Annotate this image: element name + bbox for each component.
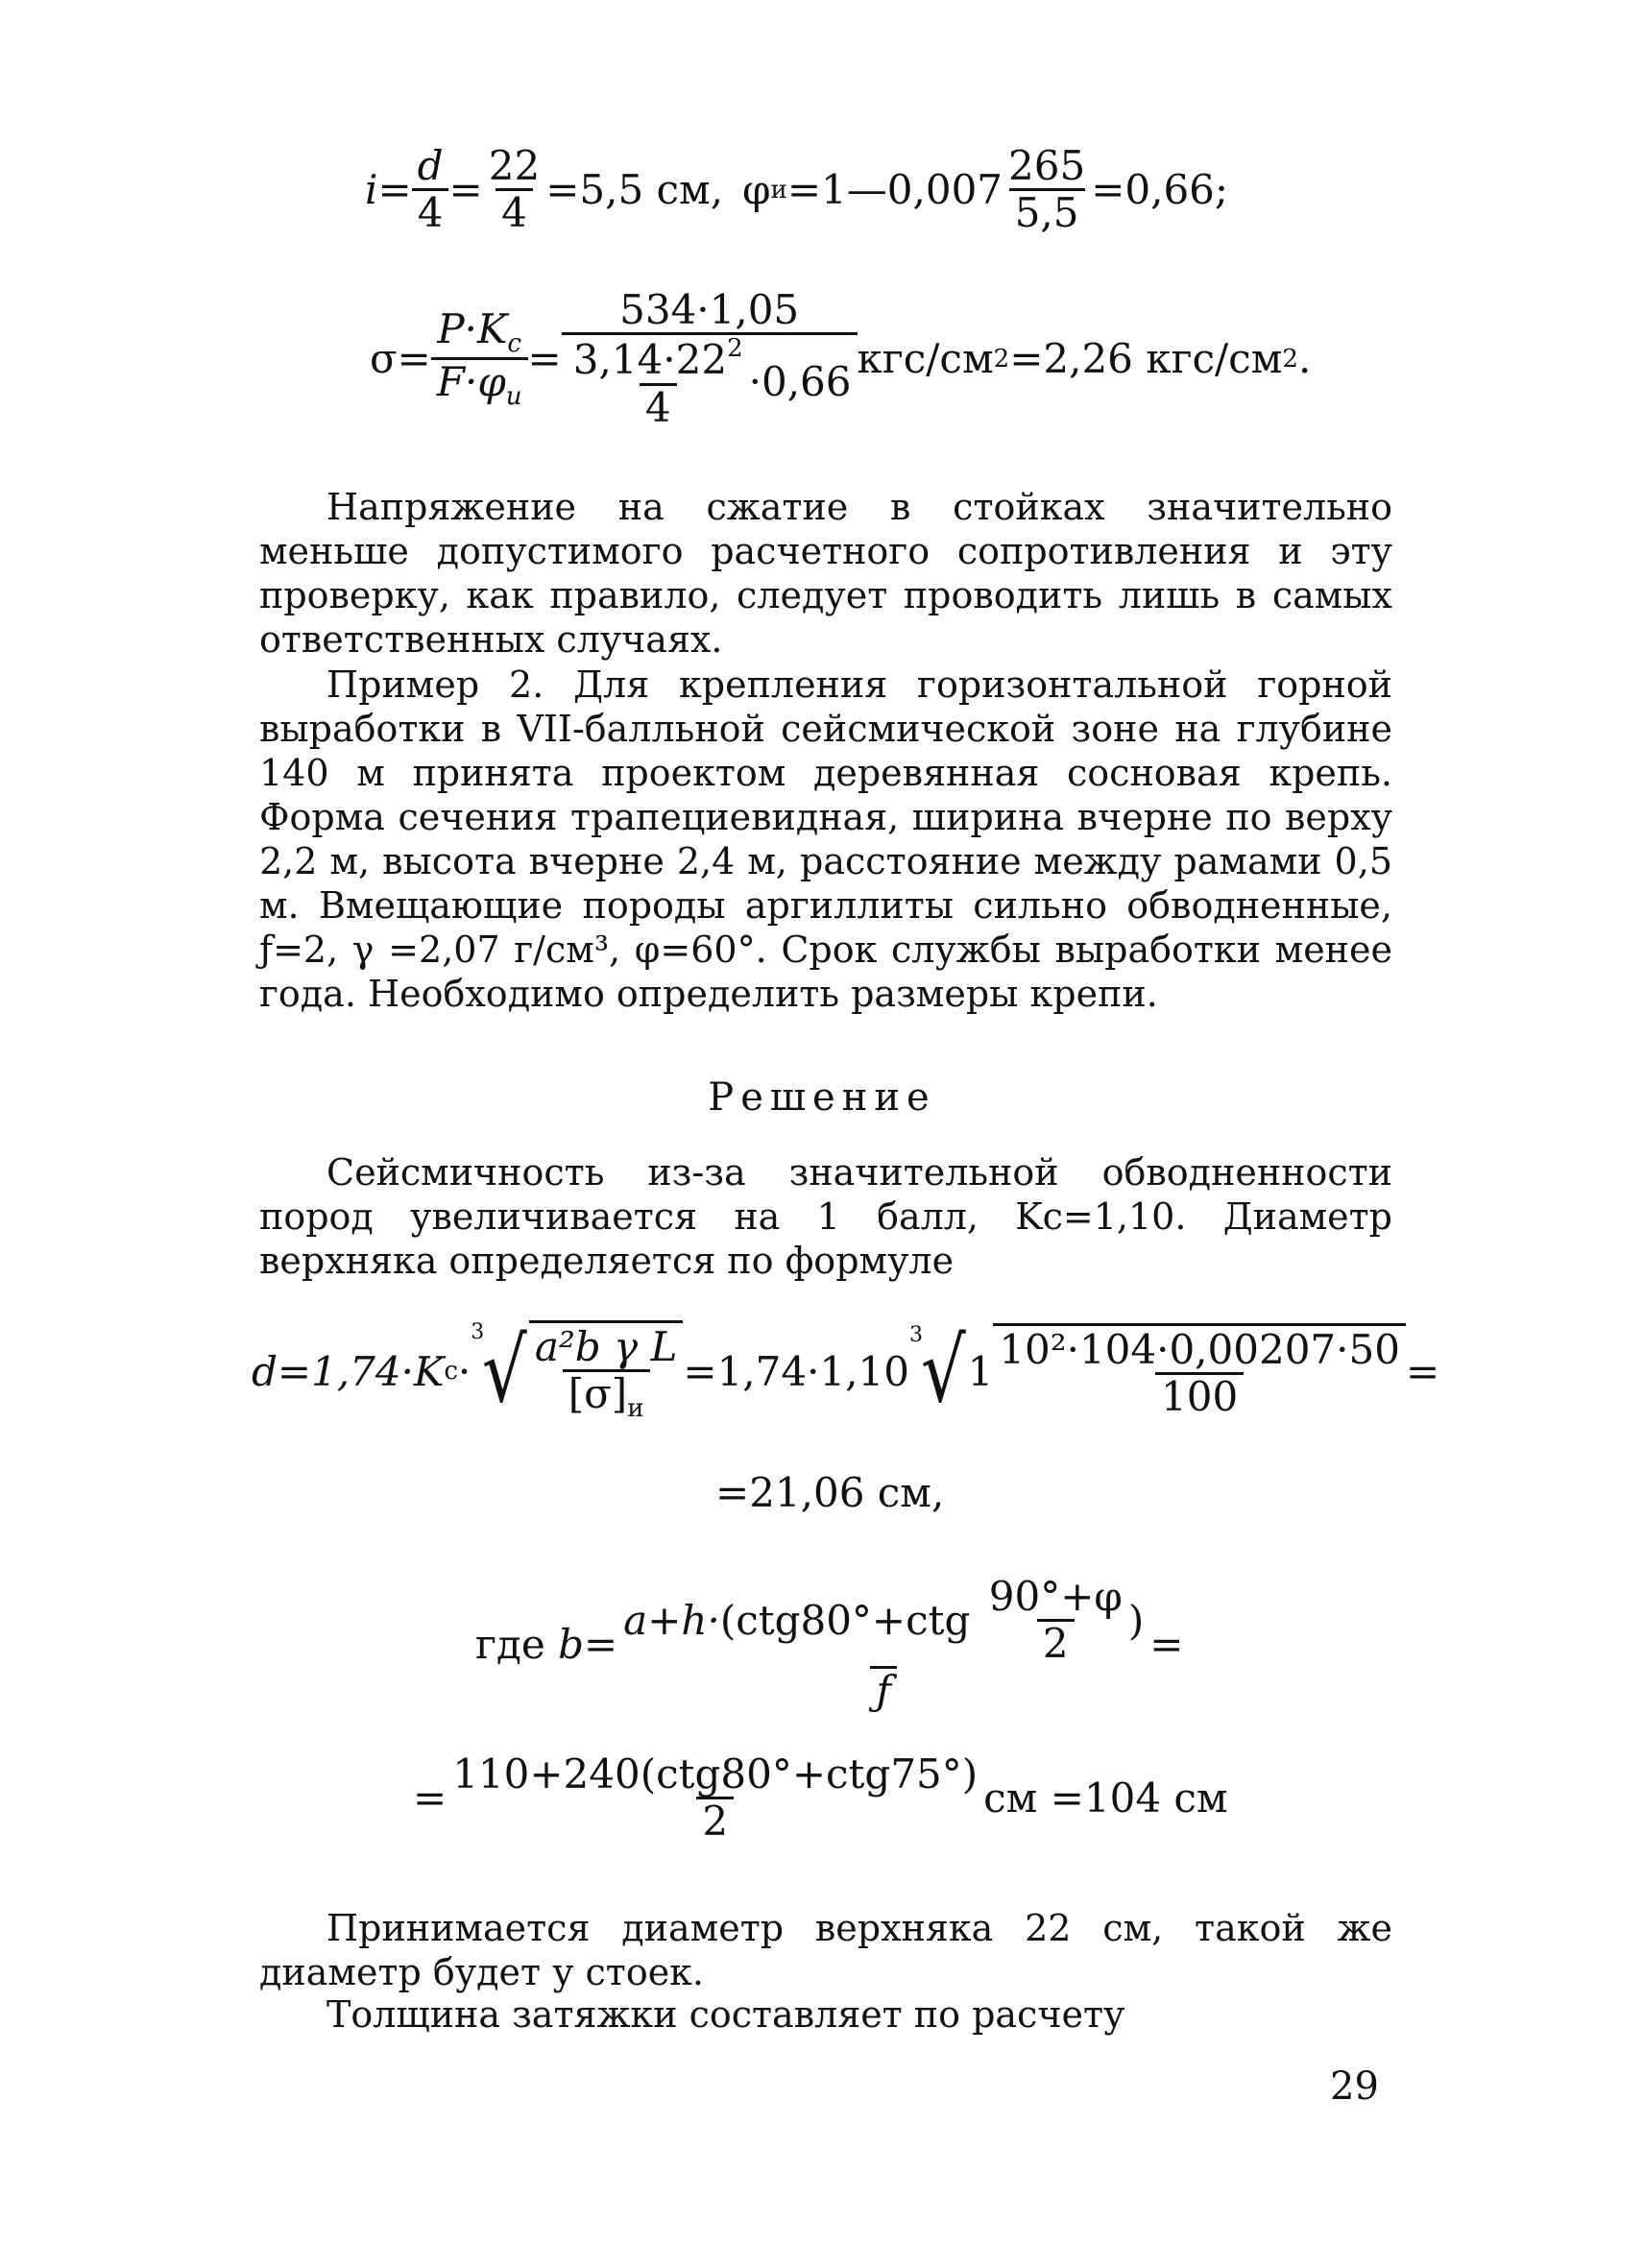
sigma-result: =2,26 кгс/см [1009, 335, 1283, 383]
fraction-b-values: 110+240(ctg80°+ctg75°) 2 [452, 1750, 979, 1846]
formula-d-result: =21,06 см, [715, 1469, 945, 1516]
fraction-sigma-values: 534·1,05 $3,14\cdot 22^2$ 4 ·0,66 [562, 288, 858, 430]
formula-b-result: = 110+240(ctg80°+ctg75°) 2 см =104 см [413, 1750, 1228, 1846]
formula-d: d=1,74·K c · 3 √ a²b γ L $[\sigma]_и$ =1,74·1,10 3 √ 1 $\frac{\text{10²·104·0,00207·50}}{100}$ = [252, 1319, 1440, 1424]
fraction-22-4: $\frac{22}{4}$ [488, 142, 541, 237]
paragraph-accepted-diameter: Принимается диаметр верхняка 22 см, такой же диаметр будет у стоек. [259, 1907, 1392, 1993]
paragraph-example-2: Пример 2. Для крепления горизонтальной горной выработки в VII-балльной сейсмической зоне на глубине 140 м принята проектом деревянная сосновая крепь. Форма сечения трапециевидная, ширина вчерне по верху 2,2 м, высота вчерне 2,4 м, расстояние между рамами 0,5 м. Вмещающие породы аргиллиты сильно обводненные, ƒ=2, γ =2,07 г/см³, φ=60°. Срок службы выработки менее года. Необходимо определить размеры крепи. [259, 664, 1392, 1015]
formula-i: i = d 4 = $\frac{22}{4}$ =5,5 см, φ и =1—0,007 $\frac{265}{5,5}$ =0,66; [365, 142, 1229, 237]
paragraph-seismicity: Сейсмичность из-за значительной обводненности пород увеличивается на 1 балл, Kc=1,10. Диаметр верхняка определяется по формуле [259, 1151, 1392, 1282]
fraction-90-phi: 90°+φ 2 [988, 1573, 1123, 1668]
formula-phi-result: =0,66; [1091, 166, 1229, 214]
formula-b: где b= a+h· (ctg80°+ctg 90°+φ 2 ) ƒ = [475, 1573, 1184, 1715]
formula-i-lhs: i [365, 166, 378, 214]
formula-phi-mid: =1—0,007 [786, 166, 1003, 214]
formula-sigma: σ = $P\cdot K_c$ $F\cdot\varphi_и$ = 534·1,05 $3,14\cdot 22^2$ 4 ·0,66 кгс/см 2 =2,26 кгс/см 2 . [370, 286, 1312, 431]
paragraph-lagging: Толщина затяжки составляет по расчету [326, 1993, 1125, 2036]
phi-symbol: φ [742, 166, 771, 214]
fraction-b: a+h· (ctg80°+ctg 90°+φ 2 ) ƒ [623, 1573, 1145, 1715]
paragraph-stress: Напряжение на сжатие в стойках значительно меньше допустимого расчетного сопротивления и эту проверку, как правило, следует проводить лишь в самых ответственных случаях. [259, 486, 1392, 661]
root-fraction-2: $\frac{\text{10²·104·0,00207·50}}{100}$ [999, 1326, 1400, 1421]
sigma-symbol: σ [370, 335, 398, 383]
formula-i-result: =5,5 см, [545, 166, 724, 214]
fraction-area: $3,14\cdot 22^2$ 4 [572, 334, 743, 431]
section-heading-solution: Решение [708, 1075, 936, 1120]
cube-root-1: 3 √ a²b γ L $[\sigma]_и$ [471, 1320, 683, 1423]
fraction-265-55: $\frac{265}{5,5}$ [1008, 142, 1086, 237]
fraction-d-4: d 4 [412, 144, 449, 235]
fraction-pk-fphi: $P\cdot K_c$ $F\cdot\varphi_и$ [431, 307, 528, 412]
cube-root-2: 3 √ 1 $\frac{\text{10²·104·0,00207·50}}{100}$ [909, 1323, 1406, 1419]
page-number: 29 [1330, 2064, 1379, 2109]
root-fraction-1: a²b γ L $[\sigma]_и$ [534, 1323, 678, 1424]
